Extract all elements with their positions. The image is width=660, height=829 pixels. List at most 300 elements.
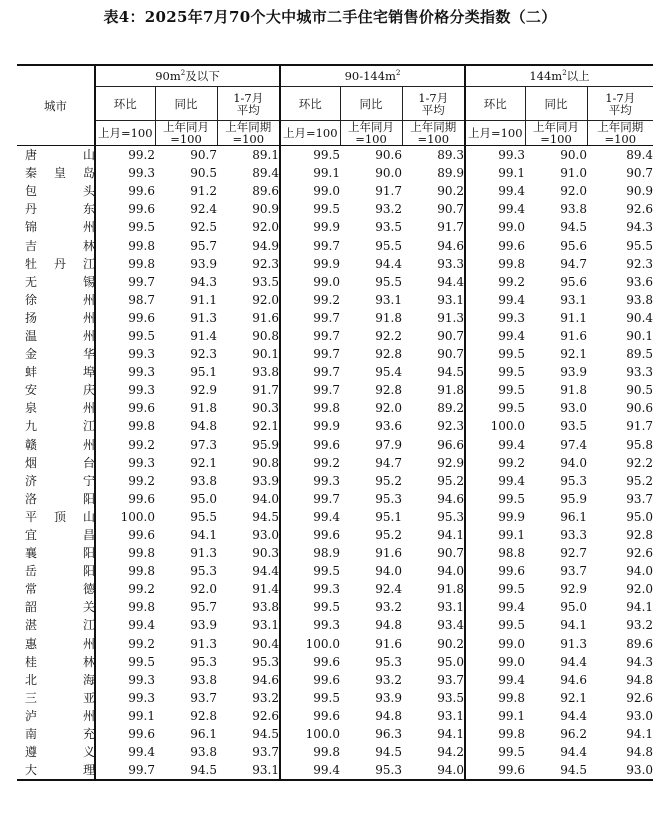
index-value: 93.9 (190, 256, 217, 271)
table-row (17, 472, 653, 490)
index-value: 95.5 (375, 238, 402, 253)
index-value: 93.2 (626, 618, 654, 633)
index-value: 94.3 (190, 274, 217, 289)
city-name: 安 庆 (17, 381, 95, 399)
index-value: 93.0 (560, 401, 587, 416)
index-value: 92.7 (560, 546, 587, 561)
city-name: 丹 东 (17, 200, 95, 218)
city-name: 北 海 (17, 671, 95, 689)
city-name: 赣 州 (17, 436, 95, 454)
index-value: 93.1 (437, 600, 464, 615)
base-header: 上月=100 (95, 121, 155, 146)
index-value: 92.1 (560, 690, 587, 705)
index-value: 92.8 (190, 708, 217, 723)
index-value: 99.8 (95, 417, 155, 435)
index-value: 95.3 (375, 491, 402, 506)
metric-header: 环比 (280, 87, 340, 121)
index-value: 93.1 (217, 761, 280, 780)
index-value: 93.6 (375, 419, 402, 434)
index-value: 94.4 (560, 654, 587, 669)
index-value: 91.3 (560, 636, 587, 651)
index-value: 99.2 (95, 436, 155, 454)
index-value: 91.8 (375, 310, 402, 325)
index-value: 94.1 (626, 727, 654, 742)
index-value: 92.1 (252, 419, 279, 434)
index-value: 94.4 (375, 256, 402, 271)
city-name: 吉 林 (17, 236, 95, 254)
index-value: 92.0 (252, 220, 279, 235)
index-value: 94.8 (375, 618, 402, 633)
index-value: 99.8 (95, 598, 155, 616)
index-value: 99.5 (95, 653, 155, 671)
index-value: 99.1 (465, 707, 525, 725)
index-value: 93.1 (252, 618, 279, 633)
index-value: 99.5 (280, 200, 340, 218)
index-value: 99.5 (465, 363, 525, 381)
city-name: 泸 州 (17, 707, 95, 725)
index-value: 92.3 (437, 419, 464, 434)
city-name: 金 华 (17, 345, 95, 363)
index-value: 94.5 (560, 220, 587, 235)
index-value: 91.3 (190, 636, 217, 651)
index-value: 90.1 (626, 328, 654, 343)
base-header: 上年同月 =100 (340, 121, 402, 146)
index-value: 99.4 (280, 761, 340, 780)
metric-header: 同比 (340, 87, 402, 121)
index-value: 96.1 (560, 509, 587, 524)
city-name: 平 顶 山 (17, 508, 95, 526)
index-value: 93.2 (252, 690, 279, 705)
index-value: 99.6 (465, 761, 525, 780)
index-value: 100.0 (95, 508, 155, 526)
index-value: 90.9 (252, 202, 279, 217)
index-value: 99.3 (280, 616, 340, 634)
index-value: 90.2 (437, 636, 464, 651)
index-value: 94.9 (252, 238, 279, 253)
city-name: 烟 台 (17, 454, 95, 472)
table-row (17, 218, 653, 236)
index-value: 99.4 (465, 327, 525, 345)
index-value: 99.7 (95, 761, 155, 780)
index-value: 91.6 (252, 310, 279, 325)
index-value: 94.0 (560, 455, 587, 470)
index-value: 91.0 (560, 166, 587, 181)
index-value: 90.7 (437, 546, 464, 561)
index-value: 99.1 (465, 526, 525, 544)
index-value: 92.3 (626, 256, 654, 271)
index-value: 93.3 (437, 256, 464, 271)
index-value: 99.8 (95, 544, 155, 562)
index-value: 95.2 (626, 473, 654, 488)
index-value: 90.5 (190, 166, 217, 181)
index-value: 89.5 (626, 347, 654, 362)
index-value: 95.6 (560, 274, 587, 289)
index-value: 98.7 (95, 291, 155, 309)
index-value: 93.2 (375, 672, 402, 687)
index-value: 94.6 (252, 672, 279, 687)
index-value: 99.3 (465, 309, 525, 327)
table-row (17, 616, 653, 634)
index-value: 99.5 (95, 327, 155, 345)
table-row (17, 562, 653, 580)
header-row-groups (17, 65, 653, 87)
index-value: 94.1 (437, 528, 464, 543)
city-name: 济 宁 (17, 472, 95, 490)
index-value: 90.7 (437, 202, 464, 217)
index-value: 90.7 (437, 328, 464, 343)
index-value: 99.2 (465, 454, 525, 472)
index-value: 99.1 (280, 164, 340, 182)
base-header: 上年同期 =100 (217, 121, 280, 146)
city-name: 宜 昌 (17, 526, 95, 544)
index-value: 90.7 (626, 166, 654, 181)
city-name: 惠 州 (17, 635, 95, 653)
table-row (17, 490, 653, 508)
index-value: 97.9 (375, 437, 402, 452)
index-value: 99.6 (95, 309, 155, 327)
index-value: 91.8 (437, 383, 464, 398)
index-value: 99.3 (95, 363, 155, 381)
table-row (17, 761, 653, 780)
index-value: 100.0 (465, 417, 525, 435)
index-value: 93.2 (375, 600, 402, 615)
index-value: 91.7 (437, 220, 464, 235)
index-value: 93.1 (437, 708, 464, 723)
index-value: 94.4 (437, 274, 464, 289)
index-value: 99.9 (280, 218, 340, 236)
index-value: 93.8 (626, 292, 654, 307)
table-row (17, 164, 653, 182)
index-value: 95.6 (560, 238, 587, 253)
base-header: 上月=100 (465, 121, 525, 146)
index-value: 99.2 (280, 291, 340, 309)
table-row (17, 363, 653, 381)
index-value: 92.8 (375, 347, 402, 362)
index-value: 95.7 (190, 238, 217, 253)
index-value: 91.8 (560, 383, 587, 398)
table-row (17, 689, 653, 707)
base-header: 上年同期 =100 (402, 121, 465, 146)
index-value: 94.6 (437, 238, 464, 253)
index-value: 94.5 (252, 509, 279, 524)
city-name: 锦 州 (17, 218, 95, 236)
index-value: 96.2 (560, 727, 587, 742)
index-value: 90.3 (252, 401, 279, 416)
index-value: 90.4 (626, 310, 654, 325)
index-value: 99.7 (95, 273, 155, 291)
index-value: 93.5 (375, 220, 402, 235)
table-row (17, 743, 653, 761)
city-name: 唐 山 (17, 146, 95, 165)
index-value: 95.3 (190, 654, 217, 669)
index-value: 93.8 (190, 672, 217, 687)
index-value: 93.1 (375, 292, 402, 307)
index-value: 95.8 (626, 437, 654, 452)
index-value: 90.5 (626, 383, 654, 398)
table-row (17, 291, 653, 309)
index-value: 95.2 (375, 473, 402, 488)
table-row (17, 598, 653, 616)
index-value: 99.6 (95, 725, 155, 743)
index-value: 94.5 (525, 761, 587, 780)
index-value: 93.4 (437, 618, 464, 633)
index-value: 99.3 (95, 671, 155, 689)
index-value: 99.6 (280, 526, 340, 544)
city-name: 牡 丹 江 (17, 255, 95, 273)
index-value: 94.1 (437, 727, 464, 742)
index-value: 90.2 (437, 184, 464, 199)
index-value: 93.9 (560, 365, 587, 380)
index-value: 94.1 (560, 618, 587, 633)
index-value: 99.8 (95, 236, 155, 254)
city-name: 无 锡 (17, 273, 95, 291)
index-value: 91.1 (190, 292, 217, 307)
index-value: 94.8 (375, 708, 402, 723)
index-value: 95.3 (560, 473, 587, 488)
index-value: 99.5 (465, 580, 525, 598)
index-value: 99.5 (465, 345, 525, 363)
index-value: 94.1 (190, 528, 217, 543)
city-name: 岳 阳 (17, 562, 95, 580)
index-value: 99.2 (95, 580, 155, 598)
index-value: 93.3 (626, 365, 654, 380)
table-row (17, 454, 653, 472)
table-row (17, 255, 653, 273)
index-value: 90.7 (190, 148, 217, 163)
index-value: 91.4 (190, 328, 217, 343)
index-value: 99.5 (95, 218, 155, 236)
table-row (17, 671, 653, 689)
index-value: 92.0 (560, 184, 587, 199)
index-value: 95.3 (190, 564, 217, 579)
index-value: 95.0 (560, 600, 587, 615)
index-value: 93.8 (190, 473, 217, 488)
index-value: 89.9 (437, 166, 464, 181)
table-row (17, 200, 653, 218)
index-value: 91.7 (252, 383, 279, 398)
index-value: 91.3 (190, 546, 217, 561)
index-value: 99.5 (280, 146, 340, 165)
index-value: 94.8 (626, 672, 654, 687)
index-value: 94.4 (560, 708, 587, 723)
index-value: 99.6 (95, 200, 155, 218)
index-value: 93.9 (252, 473, 279, 488)
index-value: 92.0 (626, 582, 654, 597)
index-value: 91.4 (252, 582, 279, 597)
index-value: 99.8 (465, 255, 525, 273)
index-value: 99.7 (280, 381, 340, 399)
index-value: 99.2 (95, 635, 155, 653)
index-value: 99.3 (95, 454, 155, 472)
index-value: 92.4 (190, 202, 217, 217)
index-value: 100.0 (280, 725, 340, 743)
index-value: 90.0 (375, 166, 402, 181)
index-value: 92.6 (626, 546, 654, 561)
metric-header: 环比 (95, 87, 155, 121)
index-value: 99.5 (465, 399, 525, 417)
index-value: 94.6 (560, 672, 587, 687)
index-value: 99.8 (280, 743, 340, 761)
index-value: 92.0 (252, 292, 279, 307)
index-value: 99.5 (465, 743, 525, 761)
index-value: 93.7 (437, 672, 464, 687)
city-column-header: 城市 (17, 65, 95, 146)
index-value: 99.8 (465, 689, 525, 707)
index-value: 89.6 (252, 184, 279, 199)
index-value: 92.0 (375, 401, 402, 416)
index-value: 99.6 (280, 653, 340, 671)
index-value: 99.6 (465, 236, 525, 254)
index-value: 90.6 (626, 401, 654, 416)
index-value: 99.4 (465, 200, 525, 218)
index-value: 92.5 (190, 220, 217, 235)
index-value: 99.7 (280, 327, 340, 345)
index-value: 93.9 (190, 618, 217, 633)
index-value: 90.8 (252, 455, 279, 470)
index-value: 99.7 (280, 363, 340, 381)
index-value: 92.1 (190, 455, 217, 470)
index-value: 94.8 (190, 419, 217, 434)
index-value: 99.2 (465, 273, 525, 291)
city-name: 遵 义 (17, 743, 95, 761)
index-value: 99.5 (465, 490, 525, 508)
index-value: 93.8 (190, 745, 217, 760)
index-value: 92.9 (190, 383, 217, 398)
index-value: 91.6 (560, 328, 587, 343)
table-row (17, 580, 653, 598)
index-value: 92.9 (560, 582, 587, 597)
index-value: 90.8 (252, 328, 279, 343)
index-value: 95.3 (340, 761, 402, 780)
index-value: 89.3 (437, 148, 464, 163)
index-value: 95.7 (190, 600, 217, 615)
index-value: 99.8 (465, 725, 525, 743)
index-value: 99.4 (465, 472, 525, 490)
index-value: 93.3 (560, 528, 587, 543)
index-value: 92.1 (560, 347, 587, 362)
index-value: 99.0 (280, 182, 340, 200)
index-value: 99.4 (465, 598, 525, 616)
table-row (17, 327, 653, 345)
index-value: 95.2 (375, 528, 402, 543)
metric-header: 同比 (155, 87, 217, 121)
city-name: 包 头 (17, 182, 95, 200)
index-value: 94.2 (437, 745, 464, 760)
index-value: 93.1 (437, 292, 464, 307)
price-index-table (17, 64, 653, 781)
index-value: 93.7 (190, 690, 217, 705)
table-row (17, 236, 653, 254)
index-value: 95.3 (375, 654, 402, 669)
index-value: 99.4 (280, 508, 340, 526)
index-value: 94.7 (560, 256, 587, 271)
city-name: 扬 州 (17, 309, 95, 327)
index-value: 90.0 (560, 148, 587, 163)
index-value: 94.0 (375, 564, 402, 579)
city-name: 南 充 (17, 725, 95, 743)
table-row (17, 707, 653, 725)
table-row (17, 544, 653, 562)
index-value: 99.3 (95, 381, 155, 399)
index-value: 99.4 (95, 616, 155, 634)
index-value: 99.1 (95, 707, 155, 725)
metric-header: 1-7月 平均 (587, 87, 653, 121)
index-value: 99.3 (280, 580, 340, 598)
index-value: 94.0 (402, 761, 465, 780)
index-value: 99.6 (465, 562, 525, 580)
index-value: 99.5 (280, 598, 340, 616)
index-value: 99.6 (95, 399, 155, 417)
metric-header: 1-7月 平均 (217, 87, 280, 121)
index-value: 91.7 (626, 419, 654, 434)
index-value: 95.1 (190, 365, 217, 380)
table-row (17, 526, 653, 544)
metric-header: 1-7月 平均 (402, 87, 465, 121)
group-header: $90-144m^2$ (280, 65, 465, 87)
index-value: 91.6 (375, 546, 402, 561)
index-value: 93.6 (626, 274, 654, 289)
index-value: 92.2 (626, 455, 654, 470)
group-header: $144m^2$以上 (465, 65, 653, 87)
city-name: 湛 江 (17, 616, 95, 634)
index-value: 93.7 (252, 745, 279, 760)
index-value: 99.0 (280, 273, 340, 291)
index-value: 95.0 (626, 509, 654, 524)
index-value: 95.2 (437, 473, 464, 488)
index-value: 89.4 (626, 148, 654, 163)
index-value: 93.5 (252, 274, 279, 289)
table-row (17, 508, 653, 526)
index-value: 99.0 (465, 635, 525, 653)
header-row-bases (17, 121, 653, 146)
table-row (17, 345, 653, 363)
index-value: 94.4 (560, 745, 587, 760)
index-value: 95.3 (252, 654, 279, 669)
metric-header: 同比 (525, 87, 587, 121)
index-value: 93.8 (252, 365, 279, 380)
index-value: 99.8 (95, 562, 155, 580)
index-value: 96.3 (375, 727, 402, 742)
index-value: 94.0 (437, 564, 464, 579)
index-value: 93.0 (587, 761, 653, 780)
index-value: 94.3 (626, 220, 654, 235)
index-value: 95.4 (375, 365, 402, 380)
index-value: 94.6 (437, 491, 464, 506)
index-value: 94.5 (252, 727, 279, 742)
city-name: 蚌 埠 (17, 363, 95, 381)
index-value: 92.2 (375, 328, 402, 343)
index-value: 99.6 (95, 490, 155, 508)
index-value: 98.9 (280, 544, 340, 562)
index-value: 99.6 (95, 526, 155, 544)
index-value: 99.5 (280, 562, 340, 580)
metric-header: 环比 (465, 87, 525, 121)
index-value: 93.2 (375, 202, 402, 217)
index-value: 99.7 (280, 236, 340, 254)
index-value: 94.8 (626, 745, 654, 760)
index-value: 96.6 (437, 437, 464, 452)
index-value: 91.7 (375, 184, 402, 199)
index-value: 99.4 (465, 671, 525, 689)
index-value: 99.3 (95, 345, 155, 363)
index-value: 92.6 (252, 708, 279, 723)
index-value: 94.1 (626, 600, 654, 615)
index-value: 95.1 (375, 509, 402, 524)
index-value: 89.1 (252, 148, 279, 163)
index-value: 95.5 (190, 509, 217, 524)
index-value: 99.1 (465, 164, 525, 182)
index-value: 91.1 (560, 310, 587, 325)
